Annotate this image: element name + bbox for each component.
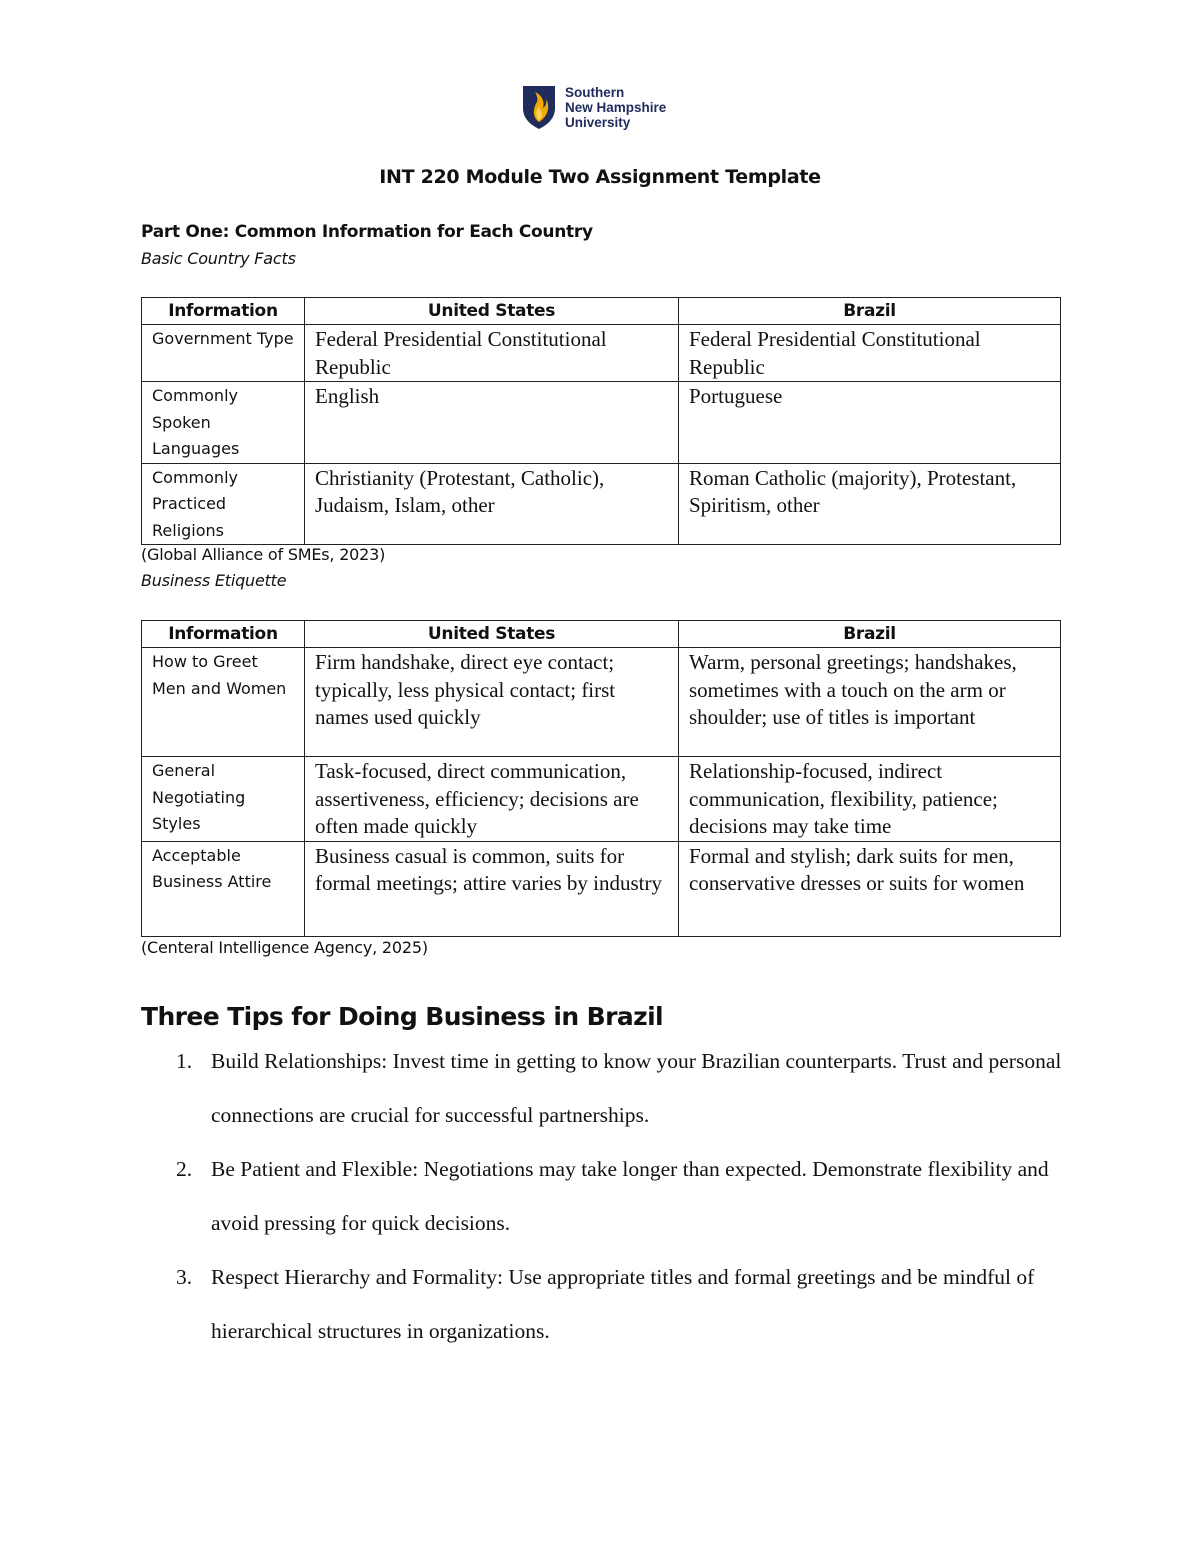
list-item xyxy=(141,1034,1071,1142)
logo-line-2: New Hampshire xyxy=(565,99,667,115)
list-item xyxy=(141,1142,1071,1250)
basic-facts-table xyxy=(141,297,1061,545)
tips-heading: Three Tips for Doing Business in Brazil xyxy=(141,1002,664,1031)
list-text: Be Patient and Flexible: Negotiations may take longer than expected. Demonstrate flexibility and avoid pressing for quick decisions. xyxy=(211,1157,1049,1235)
list-text: Build Relationships: Invest time in getting to know your Brazilian counterparts. Trust and personal connections are crucial for successful partnerships. xyxy=(211,1049,1062,1127)
business-etiquette-table xyxy=(141,620,1061,937)
column-header: Information xyxy=(142,298,305,325)
snhu-shield-icon xyxy=(521,84,557,130)
row-label: Acceptable Business Attire xyxy=(142,841,305,936)
column-header: Information xyxy=(142,621,305,648)
list-text: Respect Hierarchy and Formality: Use appropriate titles and formal greetings and be mindful of hierarchical structures in organizations. xyxy=(211,1265,1035,1343)
row-label: General Negotiating Styles xyxy=(142,757,305,842)
brazil-value: Formal and stylish; dark suits for men, conservative dresses or suits for women xyxy=(679,841,1061,936)
table-row xyxy=(142,325,1061,382)
table-row xyxy=(142,382,1061,464)
column-header: United States xyxy=(305,298,679,325)
brazil-value: Portuguese xyxy=(679,382,1061,464)
column-header: United States xyxy=(305,621,679,648)
list-number: 3. xyxy=(176,1265,193,1289)
basic-facts-subheading: Basic Country Facts xyxy=(141,249,296,268)
tips-list xyxy=(141,1034,1071,1358)
list-item xyxy=(141,1250,1071,1358)
us-value: Task-focused, direct communication, assertiveness, efficiency; decisions are often made quickly xyxy=(305,757,679,842)
table-header-row xyxy=(142,298,1061,325)
table-row xyxy=(142,757,1061,842)
etiquette-subheading: Business Etiquette xyxy=(141,571,287,590)
row-label: Commonly Practiced Religions xyxy=(142,463,305,545)
row-label: How to Greet Men and Women xyxy=(142,648,305,757)
column-header: Brazil xyxy=(679,298,1061,325)
brazil-value: Roman Catholic (majority), Protestant, Spiritism, other xyxy=(679,463,1061,545)
table-header-row xyxy=(142,621,1061,648)
logo-line-1: Southern xyxy=(565,84,625,100)
table-row xyxy=(142,463,1061,545)
brazil-value: Federal Presidential Constitutional Republic xyxy=(679,325,1061,382)
university-logo xyxy=(521,84,666,130)
list-number: 1. xyxy=(176,1049,193,1073)
us-value: Federal Presidential Constitutional Republic xyxy=(305,325,679,382)
table-row xyxy=(142,841,1061,936)
us-value: Firm handshake, direct eye contact; typically, less physical contact; first names used quickly xyxy=(305,648,679,757)
brazil-value: Warm, personal greetings; handshakes, sometimes with a touch on the arm or shoulder; use of titles is important xyxy=(679,648,1061,757)
brazil-value: Relationship-focused, indirect communication, flexibility, patience; decisions may take time xyxy=(679,757,1061,842)
row-label: Government Type xyxy=(142,325,305,382)
university-name xyxy=(565,85,666,130)
us-value: Christianity (Protestant, Catholic), Judaism, Islam, other xyxy=(305,463,679,545)
list-number: 2. xyxy=(176,1157,193,1181)
table-row xyxy=(142,648,1061,757)
etiquette-citation: (Centeral Intelligence Agency, 2025) xyxy=(141,938,428,957)
part-one-heading: Part One: Common Information for Each Country xyxy=(141,222,593,242)
logo-line-3: University xyxy=(565,114,631,130)
basic-facts-citation: (Global Alliance of SMEs, 2023) xyxy=(141,545,386,564)
row-label: Commonly Spoken Languages xyxy=(142,382,305,464)
document-title: INT 220 Module Two Assignment Template xyxy=(379,166,821,188)
us-value: English xyxy=(305,382,679,464)
us-value: Business casual is common, suits for formal meetings; attire varies by industry xyxy=(305,841,679,936)
column-header: Brazil xyxy=(679,621,1061,648)
